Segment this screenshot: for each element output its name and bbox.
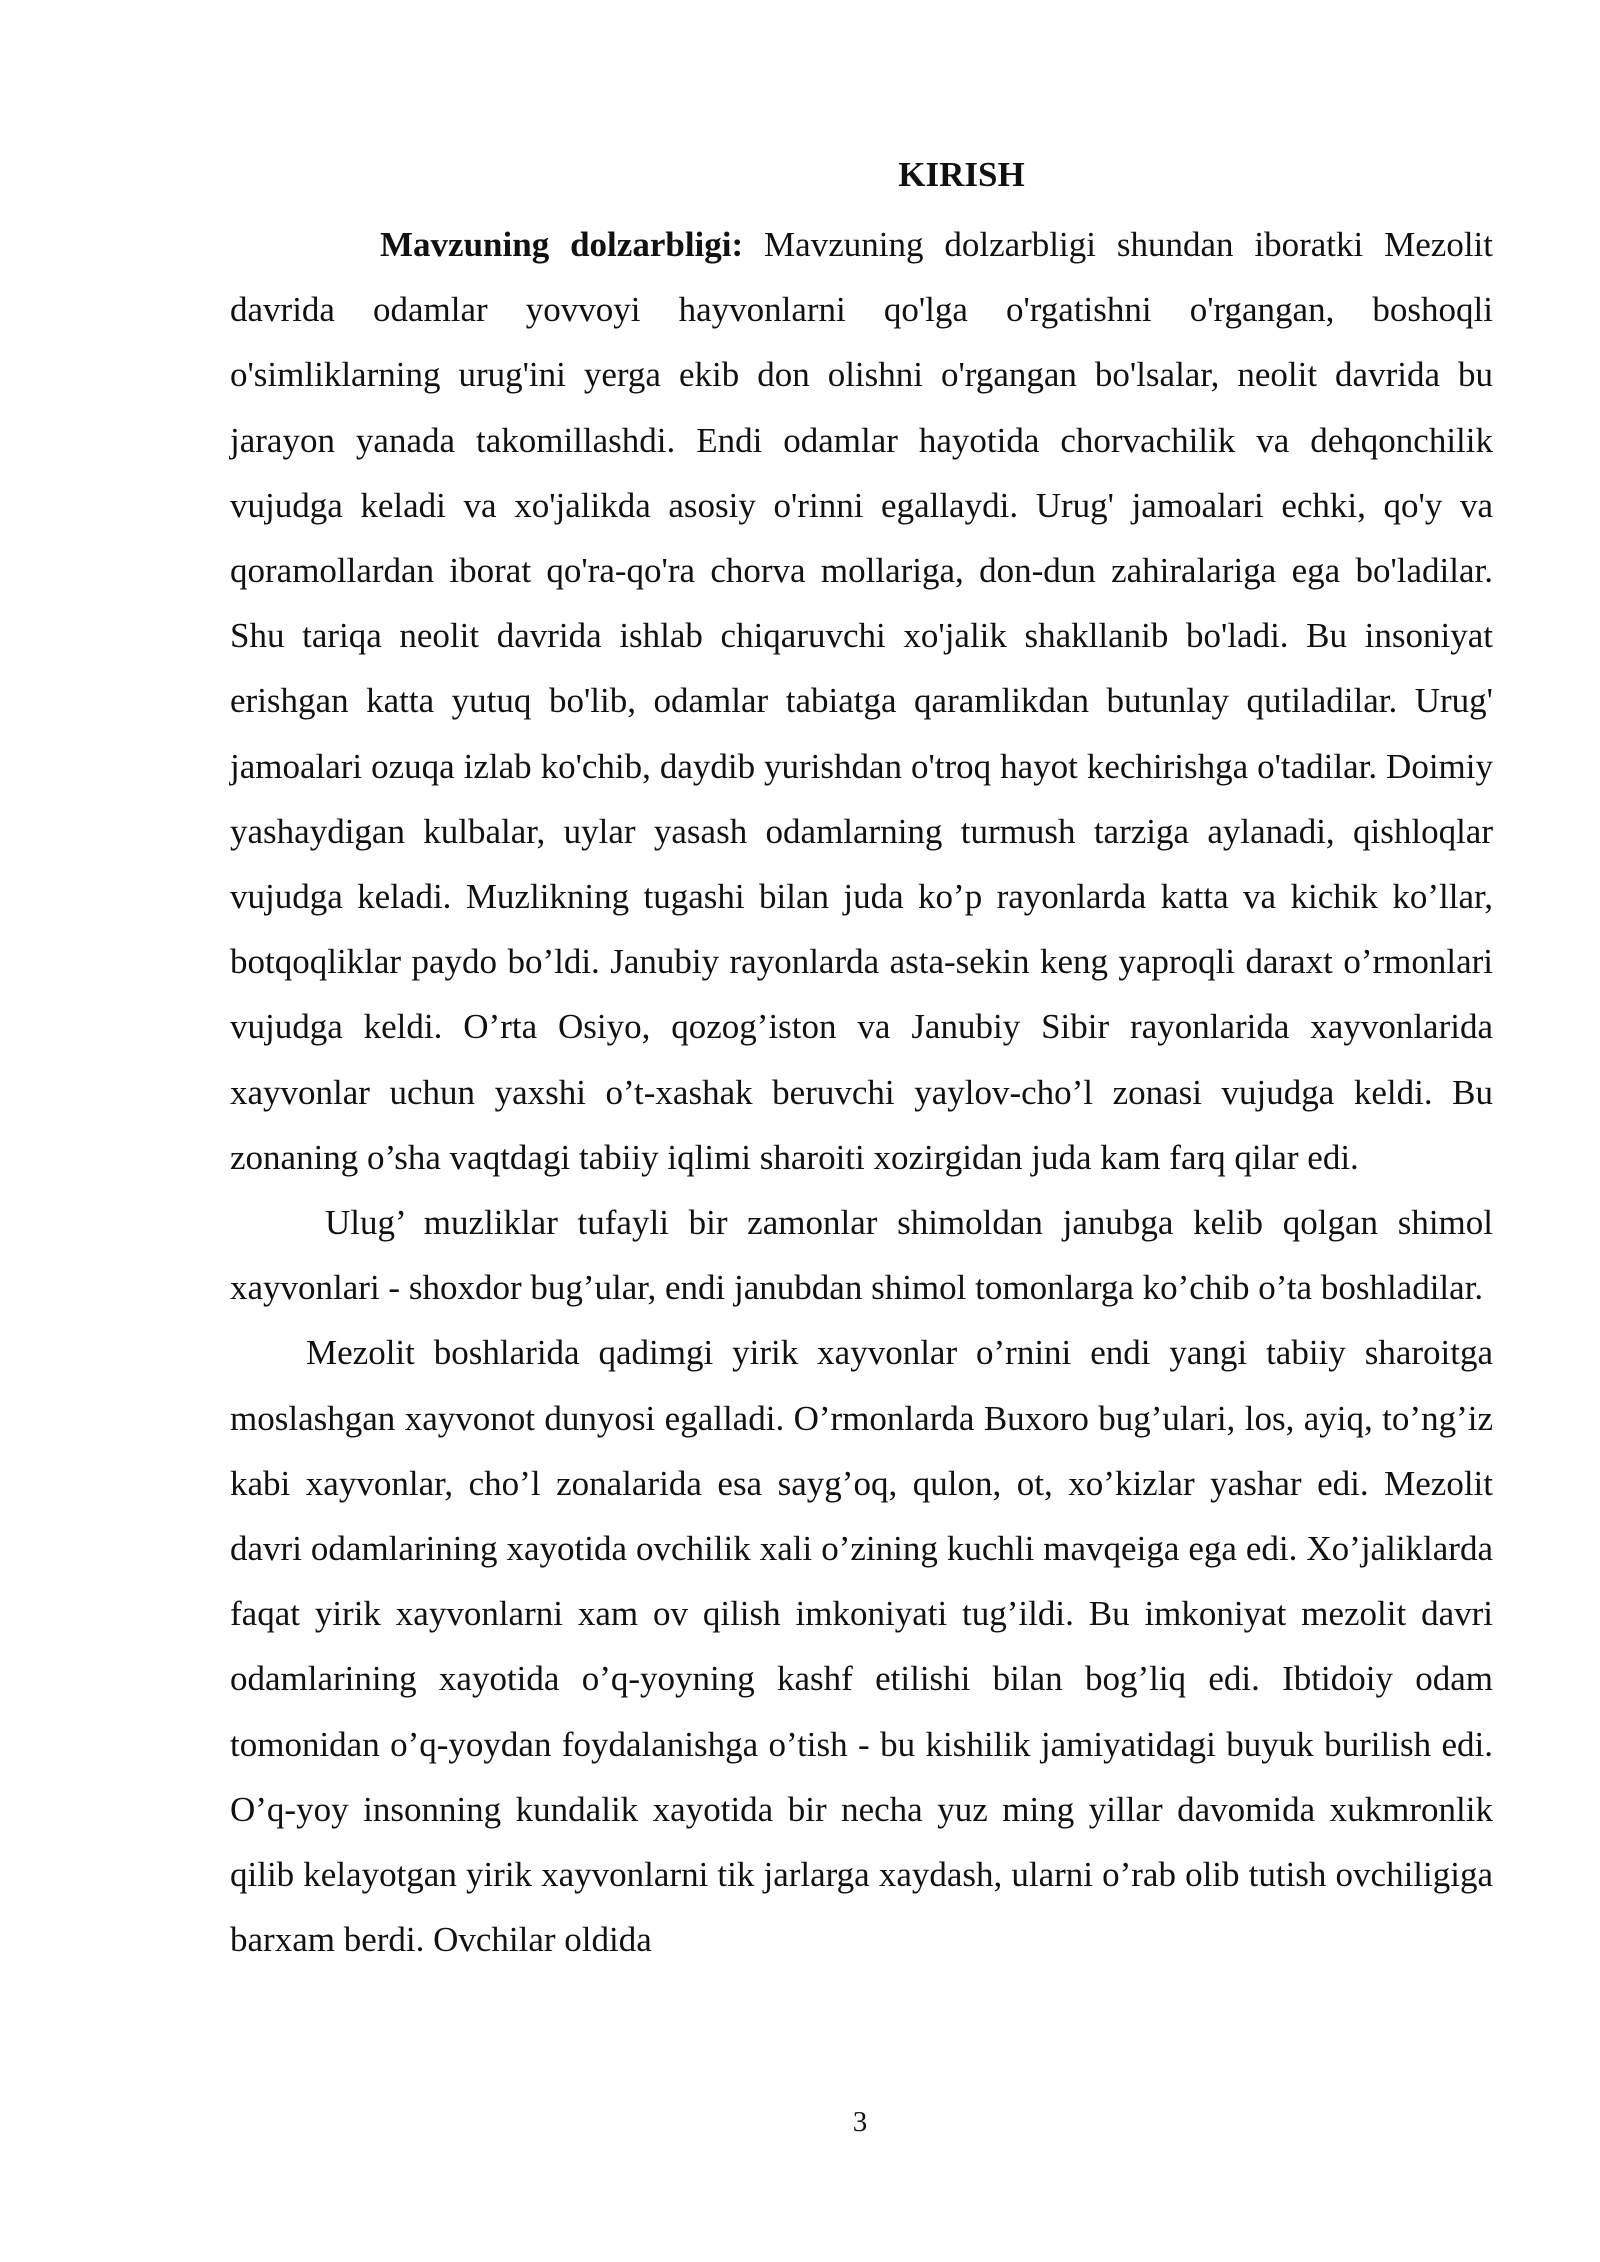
relevance-lead-word: Mavzuning: [380, 225, 550, 264]
page-title: KIRISH: [898, 155, 1025, 194]
page-number: 3: [852, 2106, 868, 2138]
paragraph-mesolithic: Mezolit boshlarida qadimgi yirik xayvonlar o’rnini endi yangi tabiiy sharoitga moslashgan xayvonot dunyosi egalladi. O’rmonlarda Buxoro bug’ulari, los, ayiq, to’ng’iz kabi xayvonlar, cho’l zonalarida esa sayg’oq, qulon, ot, xo’kizlar yashar edi. Mezolit davri odamlarining xayotida ovchilik xali o’zining kuchli mavqeiga ega edi. Xo’jaliklarda faqat yirik xayvonlarni xam ov qilish imkoniyati tug’ildi. Bu imkoniyat mezolit davri odamlarining xayotida o’q-yoyning kashf etilishi bilan bog’liq edi. Ibtidoiy odam tomonidan o’q-yoydan foydalanishga o’tish - bu kishilik jamiyatidagi buyuk burilish edi. O’q-yoy insonning kundalik xayotida bir necha yuz ming yillar davomida xukmronlik qilib kelayotgan yirik xayvonlarni tik jarlarga xaydash, ularni o’rab olib tutish ovchiligiga barxam berdi. Ovchilar oldida: [230, 1333, 1493, 1960]
paragraph-glaciers: Ulug’ muzliklar tufayli bir zamonlar shimoldan janubga kelib qolgan shimol xayvonlari - shoxdor bug’ular, endi janubdan shimol tomonlarga ko’chib o’ta boshladilar.: [230, 1203, 1493, 1308]
document-body: [230, 148, 1493, 1972]
relevance-text: Mavzuning dolzarbligi shundan iboratki Mezolit davrida odamlar yovvoyi hayvonlarni qo'lga o'rgatishni o'rgangan, boshoqli o'simliklarning urug'ini yerga ekib don olishni o'rgangan bo'lsalar, neolit davrida bu jarayon yanada takomillashdi. Endi odamlar hayotida chorvachilik va dehqonchilik vujudga keladi va xo'jalikda asosiy o'rinni egallaydi. Urug' jamoalari echki, qo'y va qoramollardan iborat qo'ra-qo'ra chorva mollariga, don-dun zahiralariga ega bo'ladilar. Shu tariqa neolit davrida ishlab chiqaruvchi xo'jalik shakllanib bo'ladi. Bu insoniyat erishgan katta yutuq bo'lib, odamlar tabiatga qaramlikdan butunlay qutiladilar. Urug' jamoalari ozuqa izlab ko'chib, daydib yurishdan o'troq hayot kechirishga o'tadilar. Doimiy yashaydigan kulbalar, uylar yasash odamlarning turmush tarziga aylanadi, qishloqlar vujudga keladi. Muzlikning tugashi bilan juda ko’p rayonlarda katta va kichik ko’llar, botqoqliklar paydo bo’ldi. Janubiy rayonlarda asta-sekin keng yaproqli daraxt o’rmonlari vujudga keldi. O’rta Osiyo, qozog’iston va Janubiy Sibir rayonlarida xayvonlarida xayvonlar uchun yaxshi o’t-xashak beruvchi yaylov-cho’l zonasi vujudga keldi. Bu zonaning o’sha vaqtdagi tabiiy iqlimi sharoiti xozirgidan juda kam farq qilar edi.: [230, 225, 1493, 1177]
relevance-lead-label: dolzarbligi:: [570, 225, 744, 264]
paragraph-relevance: [230, 212, 1493, 1190]
